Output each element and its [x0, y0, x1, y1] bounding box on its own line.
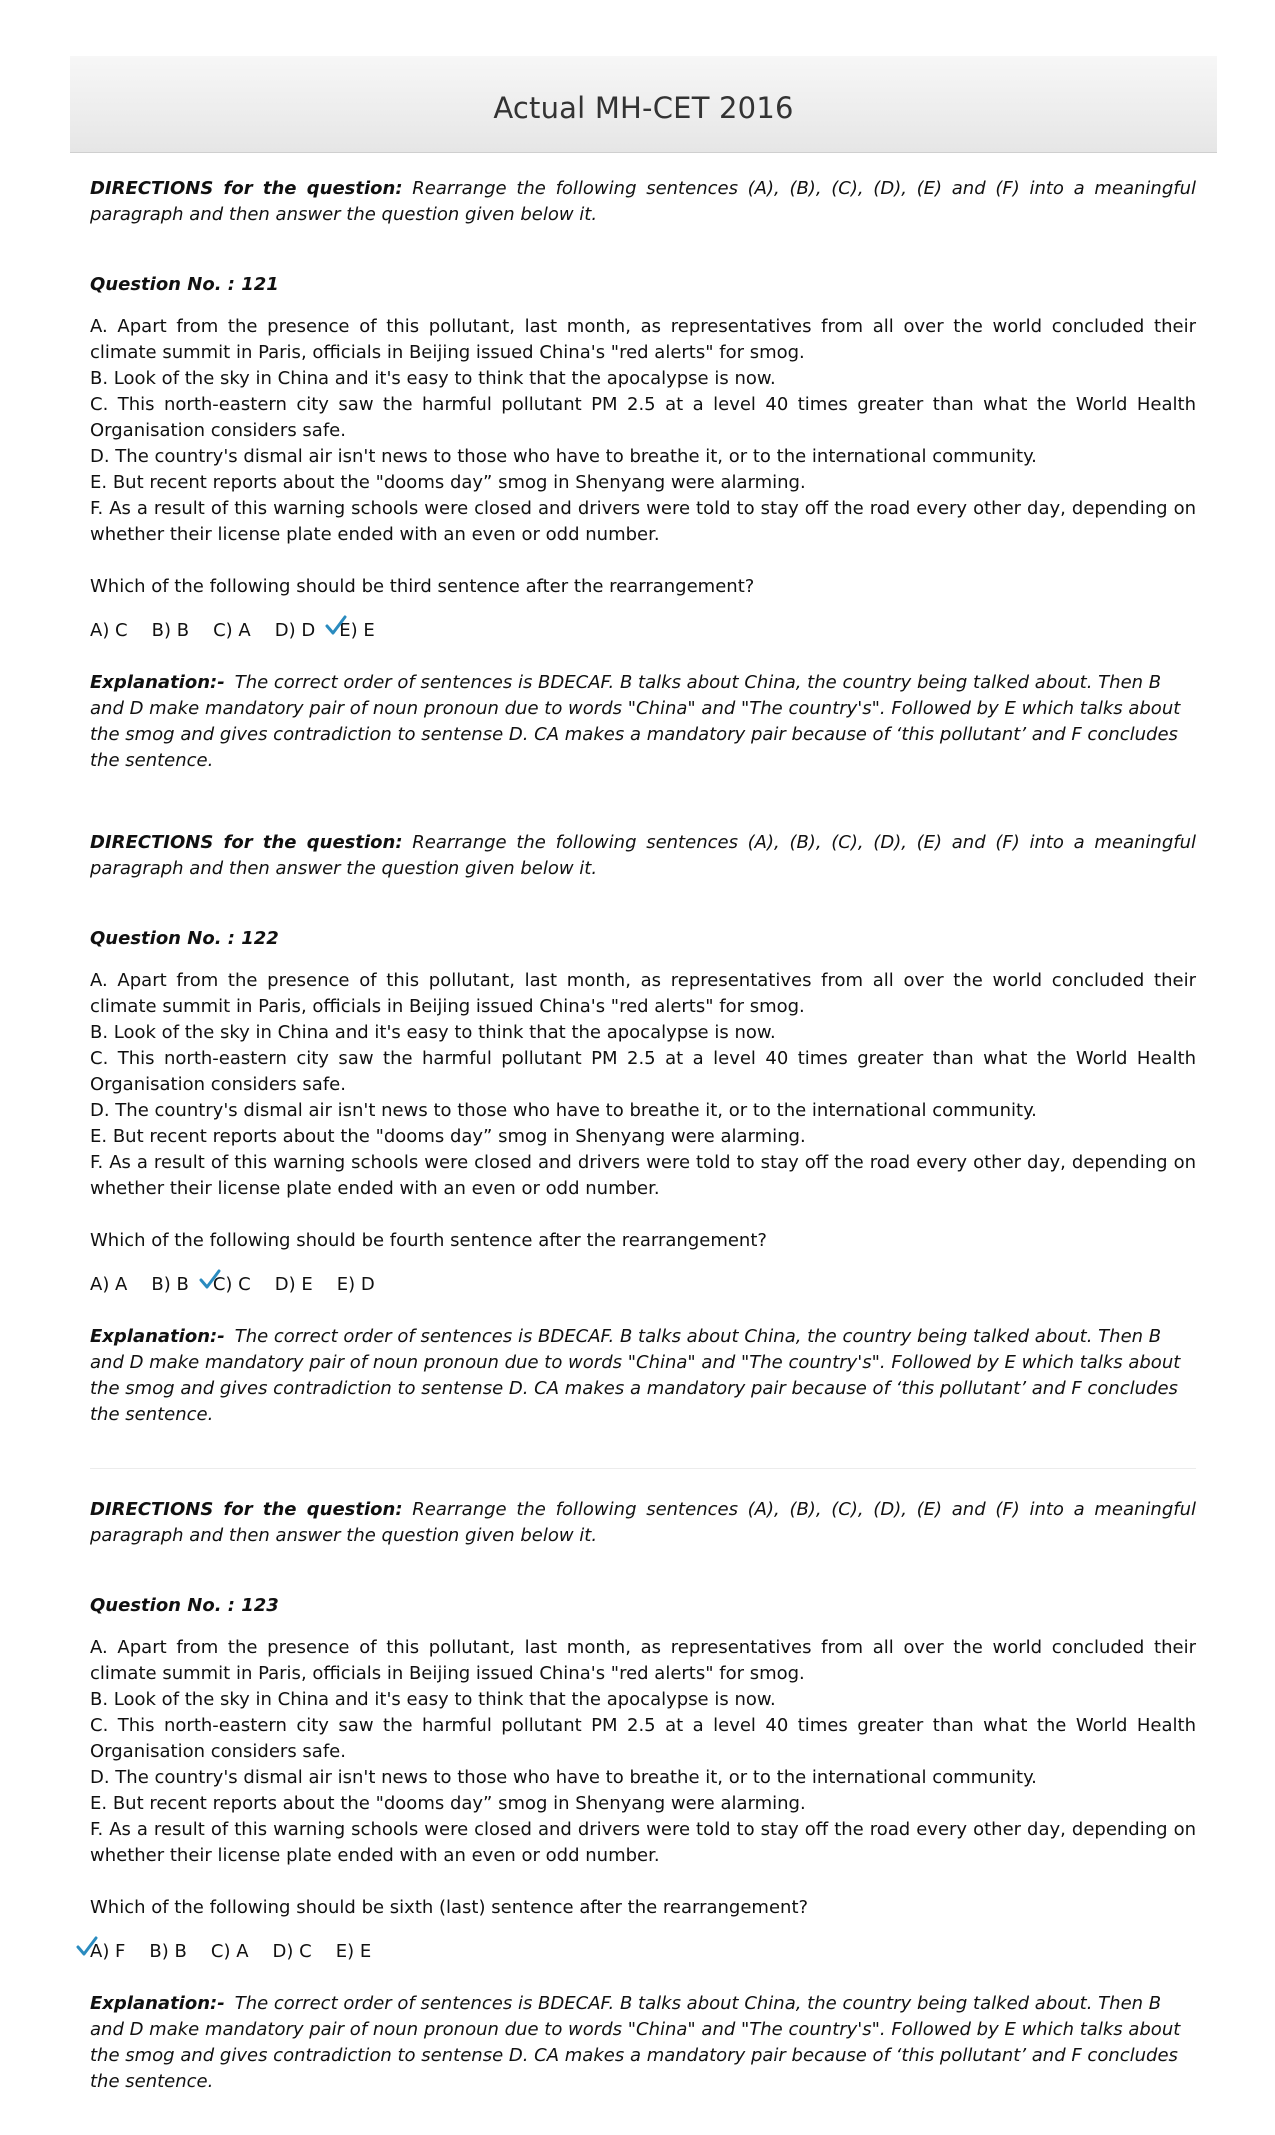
question-block: [90, 814, 1196, 1428]
page-header: [70, 56, 1217, 153]
directions-label: DIRECTIONS for the question:: [90, 832, 403, 853]
statement: C. This north-eastern city saw the harmful pollutant PM 2.5 at a level 40 times greater than what the World Health Organisation considers safe.: [90, 394, 1196, 441]
explanation-text: The correct order of sentences is BDECAF. B talks about China, the country being talked about. Then B and D make mandatory pair of noun pronoun due to words "China" and "The country's". Followed by E which talks about the smog and gives contradiction to sentense D. CA makes a mandatory pair because of ‘this pollutant’ and F concludes the sentence.: [90, 1993, 1181, 2092]
answer-option: [213, 1272, 251, 1298]
answer-option-label: C) A: [210, 1941, 249, 1962]
question-number: Question No. : 121: [90, 274, 279, 295]
question-number: Question No. : 122: [90, 928, 279, 949]
answer-option-label: D) D: [274, 620, 316, 641]
answer-option: [213, 618, 251, 644]
explanation-label: Explanation:-: [90, 1326, 225, 1347]
answer-option-label: E) E: [335, 1941, 372, 1962]
statement: A. Apart from the presence of this pollutant, last month, as representatives from all over the world concluded their climate summit in Paris, officials in Beijing issued China's "red alerts" for smog.: [90, 970, 1196, 1017]
answer-option: [152, 618, 189, 644]
answer-option: [90, 1272, 127, 1298]
statement: B. Look of the sky in China and it's easy to think that the apocalypse is now.: [90, 368, 776, 389]
directions-text: Rearrange the following sentences (A), (B), (C), (D), (E) and (F) into a meaningful paragraph and then answer the question given below it.: [90, 1499, 1196, 1546]
directions: [90, 1497, 1196, 1549]
answer-option-label: A) C: [90, 620, 128, 641]
answer-option: [337, 1272, 375, 1298]
explanation-text: The correct order of sentences is BDECAF. B talks about China, the country being talked about. Then B and D make mandatory pair of noun pronoun due to words "China" and "The country's". Followed by E which talks about the smog and gives contradiction to sentense D. CA makes a mandatory pair because of ‘this pollutant’ and F concludes the sentence.: [90, 672, 1181, 771]
answer-option: [275, 1272, 313, 1298]
statement: D. The country's dismal air isn't news to those who have to breathe it, or to the international community.: [90, 446, 1037, 467]
answer-option-label: D) C: [272, 1941, 312, 1962]
statement: B. Look of the sky in China and it's easy to think that the apocalypse is now.: [90, 1022, 776, 1043]
page-title: Actual MH-CET 2016: [493, 91, 794, 125]
explanation-text: The correct order of sentences is BDECAF. B talks about China, the country being talked about. Then B and D make mandatory pair of noun pronoun due to words "China" and "The country's". Followed by E which talks about the smog and gives contradiction to sentense D. CA makes a mandatory pair because of ‘this pollutant’ and F concludes the sentence.: [90, 1326, 1181, 1425]
statement-list: [90, 314, 1196, 548]
statement: F. As a result of this warning schools were closed and drivers were told to stay off the road every other day, depending on whether their license plate ended with an even or odd number.: [90, 498, 1196, 545]
answer-options: [90, 1939, 1196, 1965]
question-block: [90, 160, 1196, 774]
explanation: [90, 670, 1196, 774]
answer-option: [273, 1939, 312, 1965]
statement: D. The country's dismal air isn't news to those who have to breathe it, or to the international community.: [90, 1100, 1037, 1121]
answer-option-label: B) B: [151, 620, 190, 641]
directions: [90, 176, 1196, 228]
answer-option: [275, 618, 315, 644]
answer-option-label: B) B: [149, 1941, 187, 1962]
answer-option-label: D) E: [274, 1274, 313, 1295]
answer-option-label: C) A: [213, 620, 251, 641]
question-list: [90, 160, 1196, 2135]
statement-list: [90, 1635, 1196, 1869]
answer-option: [211, 1939, 249, 1965]
statement: B. Look of the sky in China and it's easy to think that the apocalypse is now.: [90, 1689, 776, 1710]
answer-option-label: B) B: [151, 1274, 189, 1295]
statement: C. This north-eastern city saw the harmful pollutant PM 2.5 at a level 40 times greater than what the World Health Organisation considers safe.: [90, 1715, 1196, 1762]
directions-text: Rearrange the following sentences (A), (B), (C), (D), (E) and (F) into a meaningful paragraph and then answer the question given below it.: [90, 832, 1196, 879]
question-number: Question No. : 123: [90, 1595, 279, 1616]
correct-check-icon: [199, 1268, 221, 1290]
answer-option: [151, 1272, 188, 1298]
directions-label: DIRECTIONS for the question:: [90, 178, 403, 199]
explanation-label: Explanation:-: [90, 672, 225, 693]
question-text: Which of the following should be sixth (last) sentence after the rearrangement?: [90, 1897, 809, 1918]
explanation: [90, 1991, 1196, 2095]
answer-option-label: A) A: [90, 1274, 128, 1295]
statement: A. Apart from the presence of this pollutant, last month, as representatives from all over the world concluded their climate summit in Paris, officials in Beijing issued China's "red alerts" for smog.: [90, 1637, 1196, 1684]
statement-list: [90, 968, 1196, 1202]
statement: A. Apart from the presence of this pollutant, last month, as representatives from all over the world concluded their climate summit in Paris, officials in Beijing issued China's "red alerts" for smog.: [90, 316, 1196, 363]
answer-option: [90, 618, 128, 644]
answer-option: [339, 618, 375, 644]
question-text: Which of the following should be third sentence after the rearrangement?: [90, 576, 755, 597]
answer-option-label: E) D: [336, 1274, 375, 1295]
question-text: Which of the following should be fourth sentence after the rearrangement?: [90, 1230, 767, 1251]
statement: F. As a result of this warning schools were closed and drivers were told to stay off the road every other day, depending on whether their license plate ended with an even or odd number.: [90, 1152, 1196, 1199]
statement: D. The country's dismal air isn't news to those who have to breathe it, or to the international community.: [90, 1767, 1037, 1788]
explanation: [90, 1324, 1196, 1428]
answer-options: [90, 1272, 1196, 1298]
answer-option-label: A) F: [90, 1941, 126, 1962]
statement: F. As a result of this warning schools were closed and drivers were told to stay off the road every other day, depending on whether their license plate ended with an even or odd number.: [90, 1819, 1196, 1866]
statement: C. This north-eastern city saw the harmful pollutant PM 2.5 at a level 40 times greater than what the World Health Organisation considers safe.: [90, 1048, 1196, 1095]
explanation-label: Explanation:-: [90, 1993, 225, 2014]
directions-text: Rearrange the following sentences (A), (B), (C), (D), (E) and (F) into a meaningful paragraph and then answer the question given below it.: [90, 178, 1196, 225]
statement: E. But recent reports about the "dooms day” smog in Shenyang were alarming.: [90, 1793, 806, 1814]
answer-options: [90, 618, 1196, 644]
answer-option-label: C) C: [212, 1274, 251, 1295]
correct-check-icon: [325, 614, 347, 636]
answer-option: [149, 1939, 186, 1965]
answer-option: [336, 1939, 372, 1965]
answer-option-label: E) E: [339, 620, 375, 641]
statement: E. But recent reports about the "dooms day” smog in Shenyang were alarming.: [90, 1126, 806, 1147]
directions: [90, 830, 1196, 882]
directions-label: DIRECTIONS for the question:: [90, 1499, 403, 1520]
statement: E. But recent reports about the "dooms day” smog in Shenyang were alarming.: [90, 472, 806, 493]
correct-check-icon: [76, 1935, 98, 1957]
question-block: [90, 1468, 1196, 2095]
answer-option: [90, 1939, 125, 1965]
